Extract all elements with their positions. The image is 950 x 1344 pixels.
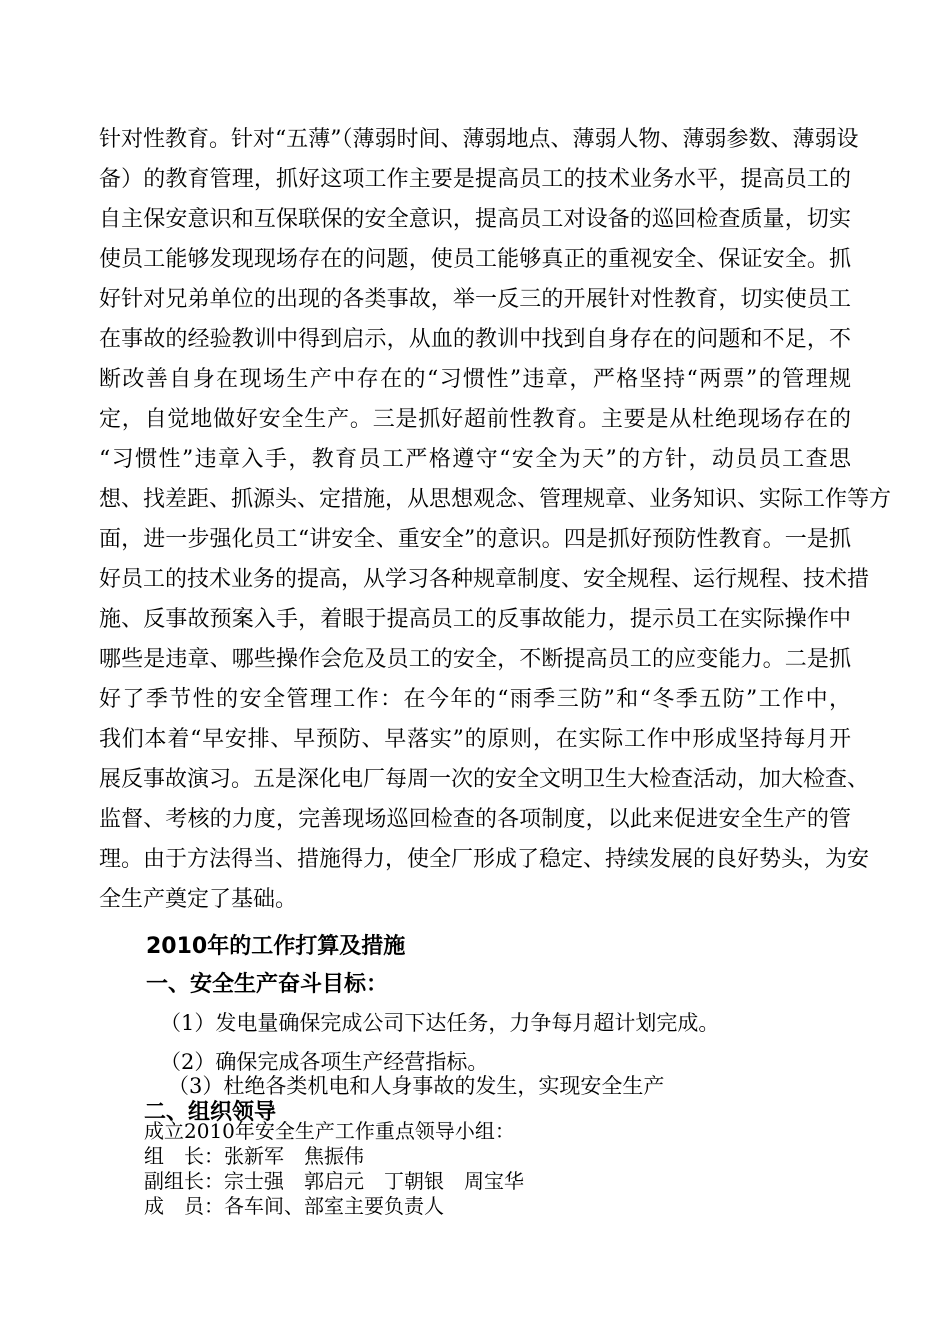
- paragraph-line: 展反事故演习。五是深化电厂每周一次的安全文明卫生大检查活动，加大检查、: [99, 767, 870, 792]
- paragraph-line: 哪些是违章、哪些操作会危及员工的安全，不断提高员工的应变能力。二是抓: [99, 647, 851, 672]
- paragraph-line: 想、找差距、抓源头、定措施，从思想观念、管理规章、业务知识、实际工作等方: [99, 487, 892, 512]
- paragraph-line: 针对性教育。针对“五薄”（薄弱时间、薄弱地点、薄弱人物、薄弱参数、薄弱设: [99, 127, 859, 152]
- org-intro: 成立2010年安全生产工作重点领导小组：: [144, 1119, 515, 1143]
- goals-heading: 一、安全生产奋斗目标：: [146, 972, 389, 997]
- paragraph-line: 好员工的技术业务的提高，从学习各种规章制度、安全规程、运行规程、技术措: [99, 567, 870, 592]
- paragraph-line: “习惯性”违章入手，教育员工严格遵守“安全为天”的方针，动员员工查思: [99, 447, 851, 472]
- paragraph-line: 好针对兄弟单位的出现的各类事故，举一反三的开展针对性教育，切实使员工: [99, 287, 851, 312]
- paragraph-line: 面，进一步强化员工“讲安全、重安全”的意识。四是抓好预防性教育。一是抓: [99, 527, 851, 552]
- member-label: 成 员：: [144, 1194, 224, 1218]
- org-deputy-row: [144, 1169, 524, 1193]
- paragraph-line: 施、反事故预案入手，着眼于提高员工的反事故能力，提示员工在实际操作中: [99, 607, 851, 632]
- org-member-row: [144, 1194, 444, 1218]
- paragraph-line: 好了季节性的安全管理工作：在今年的“雨季三防”和“冬季五防”工作中，: [99, 687, 851, 712]
- paragraph-line: 自主保安意识和互保联保的安全意识，提高员工对设备的巡回检查质量，切实: [99, 207, 851, 232]
- org-leader-row: [144, 1144, 364, 1168]
- member-names: 各车间、部室主要负责人: [224, 1194, 444, 1218]
- paragraph-line: 理。由于方法得当、措施得力，使全厂形成了稳定、持续发展的良好势头，为安: [99, 847, 870, 872]
- goal-item: （2）确保完成各项生产经营指标。: [160, 1050, 489, 1074]
- paragraph-line: 使员工能够发现现场存在的问题，使员工能够真正的重视安全、保证安全。抓: [99, 247, 851, 272]
- goal-item: （3）杜绝各类机电和人身事故的发生，实现安全生产: [168, 1074, 665, 1098]
- section-title: 2010年的工作打算及措施: [146, 934, 406, 959]
- paragraph-line-last: 全生产奠定了基础。: [99, 887, 298, 912]
- leader-names: 张新军 焦振伟: [224, 1144, 364, 1168]
- org-heading: 二、组织领导: [144, 1100, 277, 1125]
- paragraph-line: 备）的教育管理，抓好这项工作主要是提高员工的技术业务水平，提高员工的: [99, 167, 851, 192]
- deputy-label: 副组长：: [144, 1169, 224, 1193]
- paragraph-line: 监督、考核的力度，完善现场巡回检查的各项制度，以此来促进安全生产的管: [99, 807, 851, 832]
- leader-label: 组 长：: [144, 1144, 224, 1168]
- paragraph-line: 我们本着“早安排、早预防、早落实”的原则，在实际工作中形成坚持每月开: [99, 727, 851, 752]
- paragraph-line: 定，自觉地做好安全生产。三是抓好超前性教育。主要是从杜绝现场存在的: [99, 407, 851, 432]
- goal-item: （1）发电量确保完成公司下达任务，力争每月超计划完成。: [160, 1011, 720, 1035]
- paragraph-line: 在事故的经验教训中得到启示，从血的教训中找到自身存在的问题和不足，不: [99, 327, 851, 352]
- deputy-names: 宗士强 郭启元 丁朝银 周宝华: [224, 1169, 524, 1193]
- paragraph-line: 断改善自身在现场生产中存在的“习惯性”违章，严格坚持“两票”的管理规: [99, 367, 851, 392]
